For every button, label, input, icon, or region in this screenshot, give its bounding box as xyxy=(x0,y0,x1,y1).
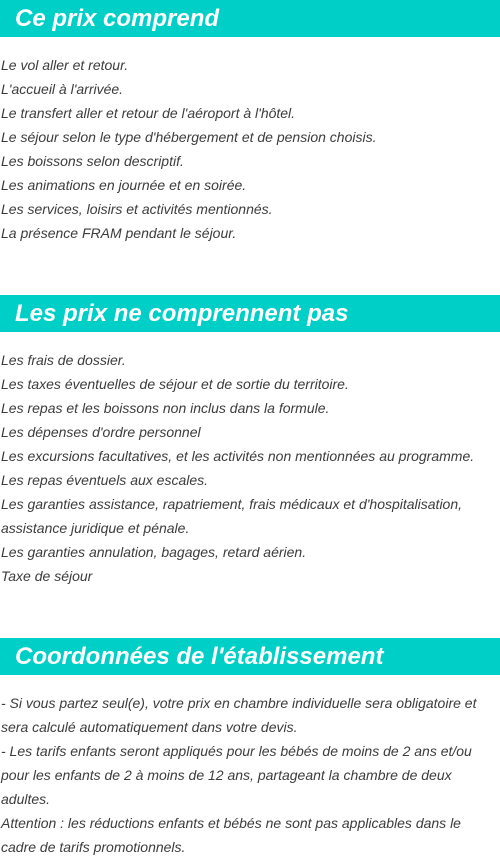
list-item: Les services, loisirs et activités mentionnés. xyxy=(1,201,273,217)
item-list xyxy=(0,691,500,859)
list-item: - Les tarifs enfants seront appliqués pour les bébés de moins de 2 ans et/ou pour les enfants de 2 à moins de 12 ans, partageant la chambre de deux adultes. xyxy=(1,743,472,807)
section-price-includes xyxy=(0,0,500,245)
list-item: Le vol aller et retour. xyxy=(1,57,129,73)
list-item: La présence FRAM pendant le séjour. xyxy=(1,225,237,241)
list-item: Les taxes éventuelles de séjour et de sortie du territoire. xyxy=(1,376,349,392)
item-list xyxy=(0,53,500,245)
section-heading: Coordonnées de l'établissement xyxy=(0,638,500,675)
list-item: L'accueil à l'arrivée. xyxy=(1,81,124,97)
list-item: Les frais de dossier. xyxy=(1,352,126,368)
list-item: Les garanties assistance, rapatriement, frais médicaux et d'hospitalisation, assistance juridique et pénale. xyxy=(1,496,463,536)
list-item: Les dépenses d'ordre personnel xyxy=(1,424,201,440)
section-heading: Ce prix comprend xyxy=(0,0,500,37)
list-item: Les garanties annulation, bagages, retard aérien. xyxy=(1,544,307,560)
list-item: Les repas et les boissons non inclus dans la formule. xyxy=(1,400,330,416)
list-item: Le transfert aller et retour de l'aéroport à l'hôtel. xyxy=(1,105,296,121)
list-item: Attention : les réductions enfants et bébés ne sont pas applicables dans le cadre de tarifs promotionnels. xyxy=(1,815,461,855)
list-item: Les excursions facultatives, et les activités non mentionnées au programme. xyxy=(1,448,475,464)
list-item: - Si vous partez seul(e), votre prix en chambre individuelle sera obligatoire et sera calculé automatiquement dans votre devis. xyxy=(1,695,477,735)
item-list xyxy=(0,348,500,588)
section-establishment-details xyxy=(0,638,500,859)
list-item: Le séjour selon le type d'hébergement et de pension choisis. xyxy=(1,129,377,145)
list-item: Les boissons selon descriptif. xyxy=(1,153,184,169)
list-item: Taxe de séjour xyxy=(1,568,93,584)
list-item: Les animations en journée et en soirée. xyxy=(1,177,247,193)
list-item: Les repas éventuels aux escales. xyxy=(1,472,209,488)
section-price-excludes xyxy=(0,295,500,588)
section-heading: Les prix ne comprennent pas xyxy=(0,295,500,332)
